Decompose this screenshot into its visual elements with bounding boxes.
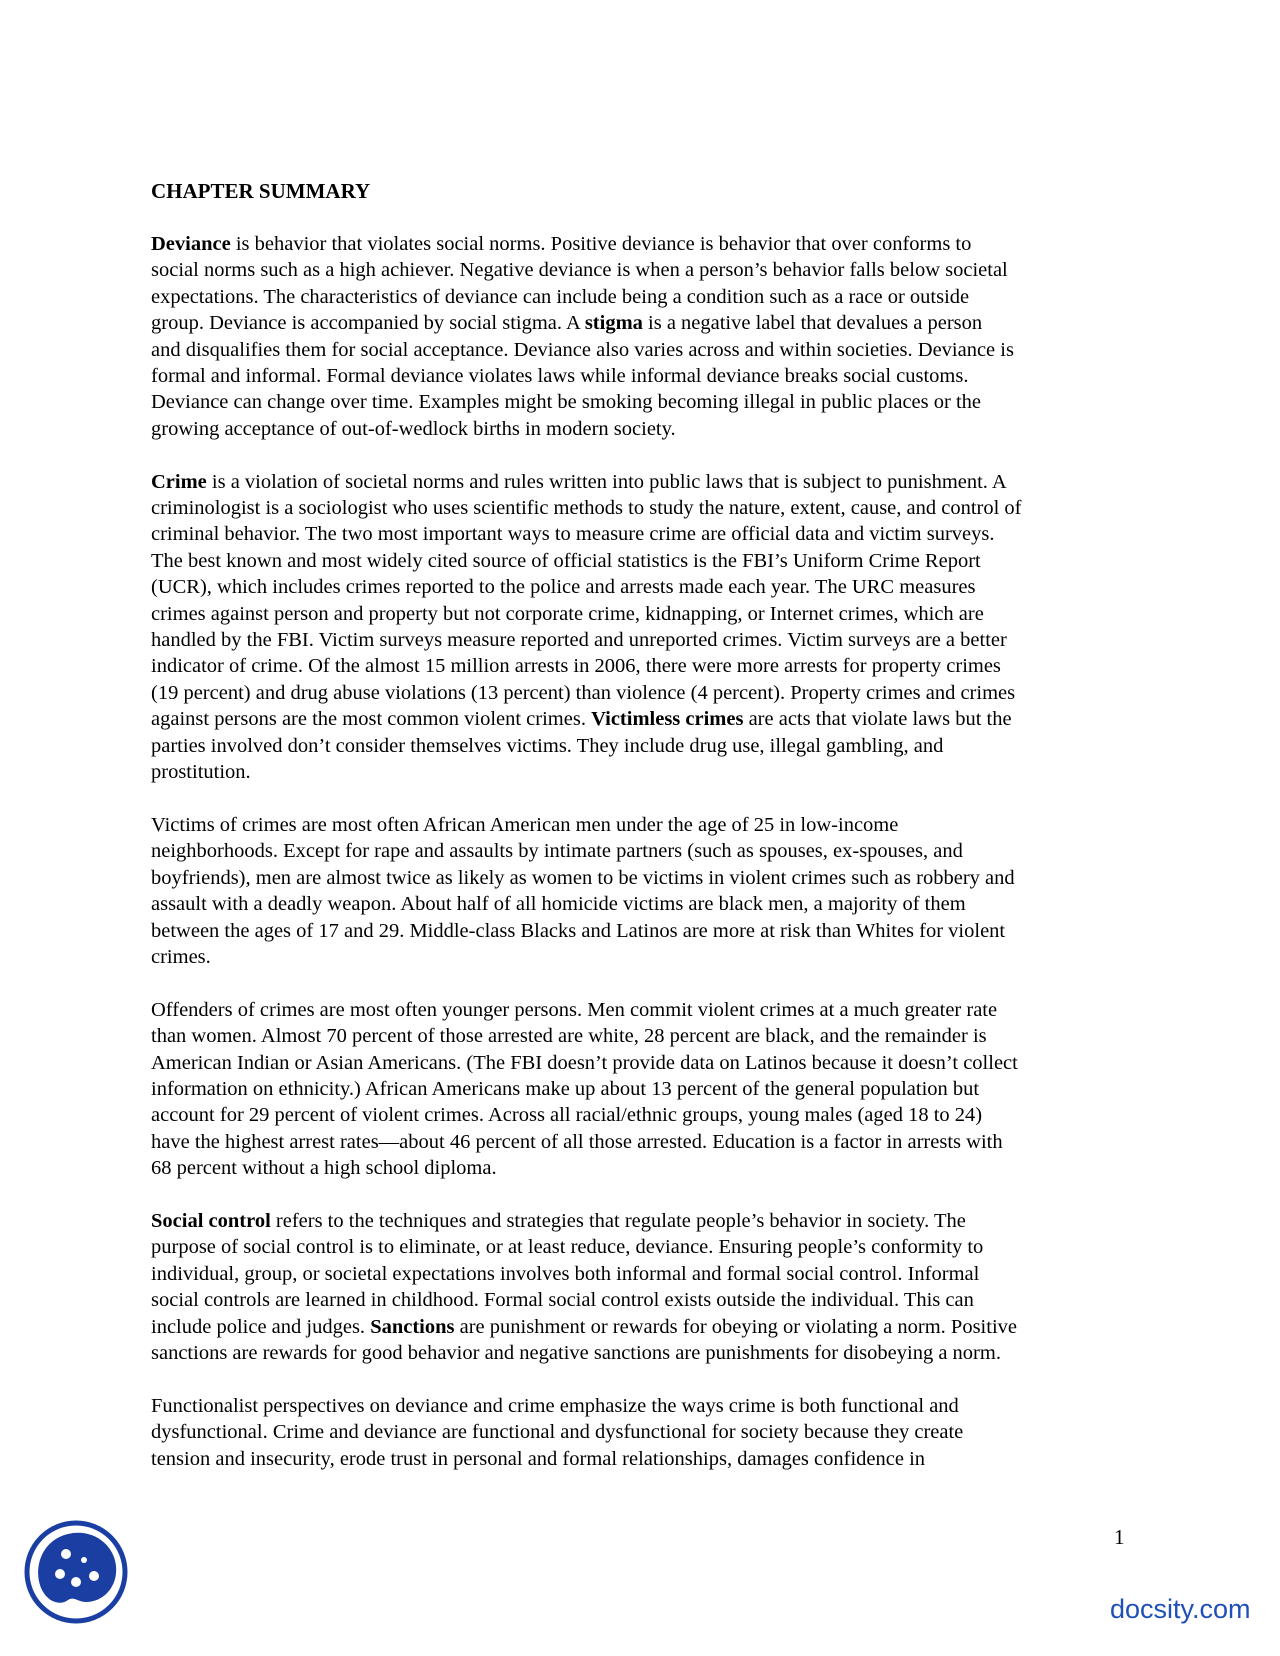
text-segment: than women. Almost 70 percent of those arrested are white, 28 percent are black, and the remainder is — [151, 1025, 987, 1048]
text-line — [151, 1446, 1136, 1472]
text-line — [151, 838, 1136, 864]
text-line — [151, 944, 1136, 970]
text-segment: against persons are the most common violent crimes. — [151, 708, 592, 731]
text-segment: boyfriends), men are almost twice as likely as women to be victims in violent crimes such as robbery and — [151, 866, 1015, 889]
summary-paragraph — [151, 231, 1136, 442]
text-line — [151, 812, 1136, 838]
text-segment: purpose of social control is to eliminate, or at least reduce, deviance. Ensuring people’s conformity to — [151, 1236, 984, 1259]
text-line — [151, 1208, 1136, 1234]
text-segment: criminologist is a sociologist who uses scientific methods to study the nature, extent, cause, and control of — [151, 497, 1022, 520]
text-line — [151, 1076, 1136, 1102]
text-line — [151, 1129, 1136, 1155]
text-line — [151, 363, 1136, 389]
text-segment: and disqualifies them for social acceptance. Deviance also varies across and within societies. Deviance is — [151, 338, 1014, 361]
document-page — [151, 178, 1136, 1498]
text-segment: are punishment or rewards for obeying or violating a norm. Positive — [454, 1315, 1017, 1338]
text-segment: expectations. The characteristics of deviance can include being a condition such as a race or outside — [151, 285, 970, 308]
summary-paragraph — [151, 1208, 1136, 1366]
text-line — [151, 495, 1136, 521]
text-line — [151, 284, 1136, 310]
docsity-logo-icon[interactable] — [20, 1516, 132, 1628]
text-segment: refers to the techniques and strategies that regulate people’s behavior in society. The — [270, 1209, 966, 1232]
chapter-summary-heading: CHAPTER SUMMARY — [151, 179, 371, 203]
text-line — [151, 1050, 1136, 1076]
text-segment: account for 29 percent of violent crimes. Across all racial/ethnic groups, young males (aged 18 to 24) — [151, 1104, 983, 1127]
text-segment: formal and informal. Formal deviance violates laws while informal deviance breaks social customs. — [151, 365, 969, 388]
text-line — [151, 891, 1136, 917]
text-line — [151, 759, 1136, 785]
text-segment: between the ages of 17 and 29. Middle-class Blacks and Latinos are more at risk than Whites for violent — [151, 919, 1006, 942]
text-segment: American Indian or Asian Americans. (The FBI doesn’t provide data on Latinos because it doesn’t collect — [151, 1051, 1018, 1074]
text-segment: is a negative label that devalues a person — [642, 312, 983, 335]
text-segment: have the highest arrest rates—about 46 percent of all those arrested. Education is a factor in arrests with — [151, 1130, 1003, 1153]
text-segment: handled by the FBI. Victim surveys measure reported and unreported crimes. Victim surveys are a better — [151, 629, 1007, 652]
text-line — [151, 521, 1136, 547]
text-line — [151, 574, 1136, 600]
text-line — [151, 1155, 1136, 1181]
key-term: Victimless crimes — [591, 708, 744, 731]
text-segment: sanctions are rewards for good behavior and negative sanctions are punishments for disobeying a norm. — [151, 1342, 1001, 1364]
text-segment: prostitution. — [151, 761, 251, 784]
text-segment: group. Deviance is accompanied by social stigma. A — [151, 312, 585, 335]
text-segment: is a violation of societal norms and rules written into public laws that is subject to punishment. A — [206, 470, 1007, 493]
summary-body — [151, 231, 1136, 1472]
text-line — [151, 337, 1136, 363]
key-term: Crime — [151, 470, 207, 493]
text-line — [151, 257, 1136, 283]
text-line — [151, 601, 1136, 627]
text-line — [151, 627, 1136, 653]
key-term: Sanctions — [370, 1315, 455, 1338]
text-line — [151, 653, 1136, 679]
text-segment: Offenders of crimes are most often younger persons. Men commit violent crimes at a much greater rate — [151, 998, 998, 1021]
text-segment: indicator of crime. Of the almost 15 million arrests in 2006, there were more arrests for property crimes — [151, 655, 1001, 678]
key-term: Social control — [151, 1209, 271, 1232]
text-line — [151, 680, 1136, 706]
text-segment: The best known and most widely cited source of official statistics is the FBI’s Uniform Crime Report — [151, 549, 981, 572]
text-line — [151, 706, 1136, 732]
text-line — [151, 1287, 1136, 1313]
key-term: stigma — [584, 312, 643, 335]
text-line — [151, 1393, 1136, 1419]
text-segment: social controls are learned in childhood. Formal social control exists outside the individual. This can — [151, 1289, 974, 1312]
text-segment: information on ethnicity.) African Americans make up about 13 percent of the general population but — [151, 1077, 980, 1100]
text-segment: (UCR), which includes crimes reported to the police and arrests made each year. The URC measures — [151, 576, 976, 599]
text-line — [151, 733, 1136, 759]
text-segment: Victims of crimes are most often African American men under the age of 25 in low-income — [151, 813, 899, 836]
text-line — [151, 997, 1136, 1023]
key-term: Deviance — [151, 233, 231, 255]
docsity-watermark-link[interactable]: docsity.com — [1110, 1594, 1251, 1624]
text-segment: growing acceptance of out-of-wedlock births in modern society. — [151, 417, 676, 440]
text-line — [151, 469, 1136, 495]
text-segment: crimes. — [151, 945, 211, 968]
text-line — [151, 231, 1136, 257]
text-line — [151, 1261, 1136, 1287]
text-line — [151, 1023, 1136, 1049]
summary-paragraph — [151, 469, 1136, 786]
summary-paragraph — [151, 997, 1136, 1182]
text-segment: crimes against person and property but not corporate crime, kidnapping, or Internet crimes, which are — [151, 602, 984, 625]
text-segment: is behavior that violates social norms. Positive deviance is behavior that over conforms to — [230, 233, 972, 255]
text-segment: 68 percent without a high school diploma. — [151, 1157, 497, 1180]
text-line — [151, 1340, 1136, 1366]
text-segment: dysfunctional. Crime and deviance are functional and dysfunctional for society because they create — [151, 1421, 964, 1444]
text-segment: assault with a deadly weapon. About half of all homicide victims are black men, a majority of them — [151, 893, 966, 916]
page-number: 1 — [1114, 1525, 1125, 1549]
text-segment: tension and insecurity, erode trust in personal and formal relationships, damages confidence in — [151, 1447, 926, 1470]
text-segment: neighborhoods. Except for rape and assaults by intimate partners (such as spouses, ex-spouses, and — [151, 840, 963, 863]
text-segment: Deviance can change over time. Examples might be smoking becoming illegal in public places or the — [151, 391, 981, 414]
text-line — [151, 865, 1136, 891]
text-line — [151, 1419, 1136, 1445]
text-segment: Functionalist perspectives on deviance and crime emphasize the ways crime is both functional and — [151, 1394, 959, 1417]
text-segment: (19 percent) and drug abuse violations (13 percent) than violence (4 percent). Property crimes and crimes — [151, 681, 1016, 704]
text-line — [151, 1314, 1136, 1340]
text-line — [151, 1102, 1136, 1128]
text-line — [151, 389, 1136, 415]
text-segment: individual, group, or societal expectations involves both informal and formal social control. Informal — [151, 1262, 980, 1285]
summary-paragraph — [151, 1393, 1136, 1472]
text-segment: include police and judges. — [151, 1315, 371, 1338]
text-segment: parties involved don’t consider themselves victims. They include drug use, illegal gambling, and — [151, 734, 944, 757]
text-segment: criminal behavior. The two most important ways to measure crime are official data and victim surveys. — [151, 523, 995, 546]
text-line — [151, 548, 1136, 574]
text-line — [151, 1234, 1136, 1260]
text-line — [151, 310, 1136, 336]
text-line — [151, 416, 1136, 442]
text-segment: are acts that violate laws but the — [743, 708, 1012, 731]
text-line — [151, 918, 1136, 944]
summary-paragraph — [151, 812, 1136, 970]
text-segment: social norms such as a high achiever. Negative deviance is when a person’s behavior falls below societal — [151, 259, 1008, 282]
